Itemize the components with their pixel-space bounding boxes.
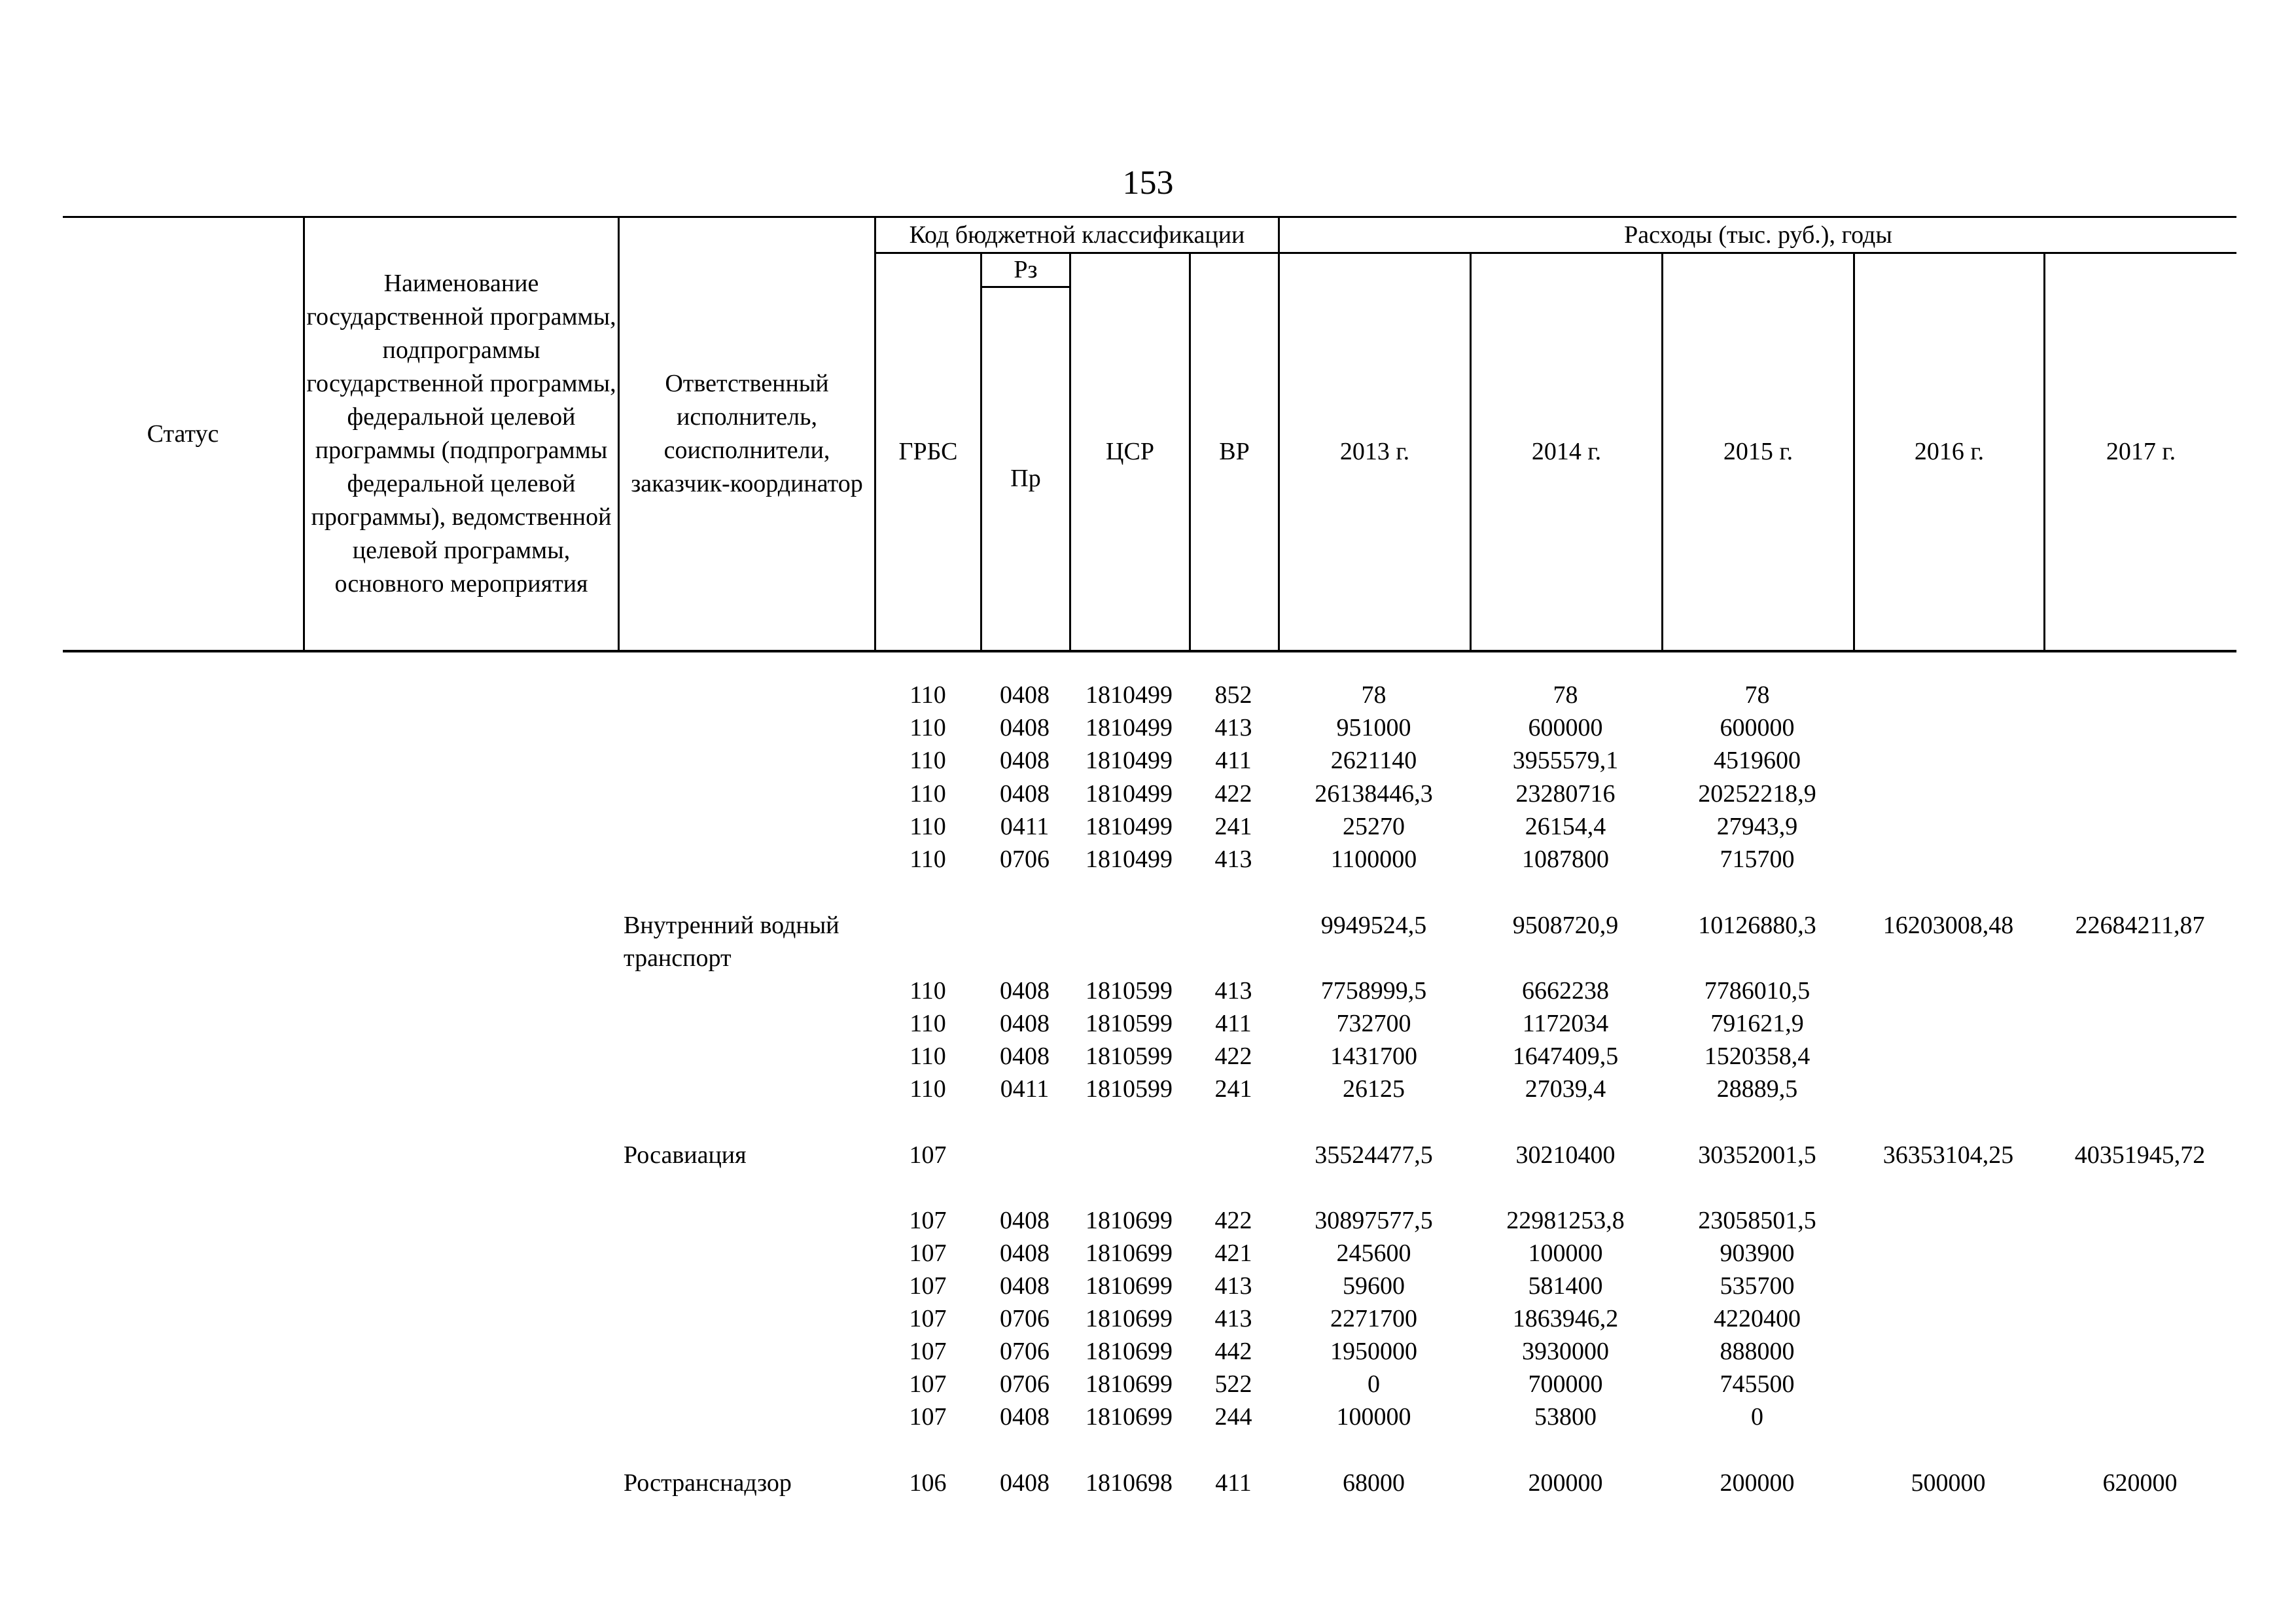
header-year-2013: 2013 г. bbox=[1339, 438, 1410, 465]
table-row bbox=[0, 777, 2296, 810]
cell-y2014: 53800 bbox=[1534, 1403, 1597, 1431]
cell-y2015: 10126880,3 bbox=[1698, 912, 1816, 939]
table-row bbox=[0, 1302, 2296, 1335]
cell-y2014: 100000 bbox=[1528, 1240, 1603, 1267]
cell-y2014: 26154,4 bbox=[1525, 813, 1606, 840]
cell-y2014: 6662238 bbox=[1522, 977, 1609, 1005]
cell-vr: 413 bbox=[1214, 714, 1252, 741]
cell-y2014: 1647409,5 bbox=[1512, 1043, 1619, 1070]
cell-csr: 1810699 bbox=[1086, 1207, 1173, 1234]
header-program-name: Наименование государственной программы, подпрограммы государственной программы, федеральной целевой программы (подпрограммы федеральной целевой программы), ведомственной целевой программы, основного мероприятия bbox=[306, 270, 616, 597]
cell-vr: 852 bbox=[1214, 681, 1252, 709]
cell-rzpr: 0408 bbox=[1000, 1403, 1050, 1431]
cell-rzpr: 0408 bbox=[1000, 747, 1050, 774]
table-row bbox=[0, 909, 2296, 972]
cell-y2014: 3930000 bbox=[1522, 1338, 1609, 1365]
cell-rzpr: 0408 bbox=[1000, 1043, 1050, 1070]
cell-grbs: 110 bbox=[910, 813, 946, 840]
cell-csr: 1810599 bbox=[1086, 977, 1173, 1005]
table-row bbox=[0, 1400, 2296, 1433]
cell-grbs: 107 bbox=[909, 1272, 947, 1300]
cell-csr: 1810499 bbox=[1086, 747, 1173, 774]
cell-csr: 1810699 bbox=[1086, 1403, 1173, 1431]
cell-y2014: 3955579,1 bbox=[1512, 747, 1619, 774]
cell-grbs: 110 bbox=[910, 846, 946, 873]
cell-grbs: 106 bbox=[909, 1469, 947, 1497]
cell-y2013: 2271700 bbox=[1330, 1305, 1417, 1332]
cell-y2014: 78 bbox=[1553, 681, 1578, 709]
cell-y2014: 700000 bbox=[1528, 1370, 1603, 1398]
cell-csr: 1810699 bbox=[1086, 1305, 1173, 1332]
cell-y2015: 791621,9 bbox=[1710, 1010, 1804, 1037]
cell-y2013: 245600 bbox=[1336, 1240, 1411, 1267]
cell-y2014: 23280716 bbox=[1515, 780, 1616, 808]
cell-y2013: 1100000 bbox=[1330, 846, 1417, 873]
cell-y2015: 200000 bbox=[1720, 1469, 1795, 1497]
cell-csr: 1810699 bbox=[1086, 1272, 1173, 1300]
cell-rzpr: 0408 bbox=[1000, 780, 1050, 808]
header-budget-code: Код бюджетной классификации bbox=[909, 221, 1245, 249]
cell-grbs: 107 bbox=[909, 1403, 947, 1431]
table-row bbox=[0, 744, 2296, 777]
header-vr: ВР bbox=[1219, 438, 1250, 465]
cell-y2015: 745500 bbox=[1720, 1370, 1795, 1398]
cell-y2013: 35524477,5 bbox=[1315, 1141, 1433, 1169]
cell-y2013: 30897577,5 bbox=[1315, 1207, 1433, 1234]
cell-y2015: 78 bbox=[1744, 681, 1770, 709]
cell-rzpr: 0408 bbox=[1000, 1272, 1050, 1300]
header-csr: ЦСР bbox=[1106, 438, 1154, 465]
cell-y2015: 28889,5 bbox=[1716, 1075, 1798, 1103]
header-rz: Рз bbox=[1014, 256, 1038, 283]
cell-rzpr: 0408 bbox=[1000, 1469, 1050, 1497]
cell-grbs: 110 bbox=[910, 1010, 946, 1037]
cell-y2017: 40351945,72 bbox=[2074, 1141, 2206, 1169]
cell-grbs: 107 bbox=[909, 1305, 947, 1332]
cell-rzpr: 0408 bbox=[1000, 1240, 1050, 1267]
cell-y2015: 20252218,9 bbox=[1698, 780, 1816, 808]
cell-y2013: 9949524,5 bbox=[1320, 912, 1427, 939]
table-row bbox=[0, 1204, 2296, 1237]
header-year-2015: 2015 г. bbox=[1723, 438, 1793, 465]
cell-y2015: 888000 bbox=[1720, 1338, 1795, 1365]
cell-vr: 442 bbox=[1214, 1338, 1252, 1365]
cell-y2017: 620000 bbox=[2102, 1469, 2178, 1497]
cell-rzpr: 0706 bbox=[1000, 1370, 1050, 1398]
cell-csr: 1810599 bbox=[1086, 1043, 1173, 1070]
table-row bbox=[0, 711, 2296, 744]
cell-grbs: 107 bbox=[909, 1370, 947, 1398]
cell-y2015: 30352001,5 bbox=[1698, 1141, 1816, 1169]
cell-grbs: 110 bbox=[910, 977, 946, 1005]
cell-y2013: 100000 bbox=[1336, 1403, 1411, 1431]
cell-y2016: 36353104,25 bbox=[1882, 1141, 2014, 1169]
cell-y2016: 500000 bbox=[1911, 1469, 1986, 1497]
cell-y2013: 59600 bbox=[1343, 1272, 1405, 1300]
cell-vr: 241 bbox=[1214, 813, 1252, 840]
table-row bbox=[0, 1073, 2296, 1105]
cell-vr: 422 bbox=[1214, 1043, 1252, 1070]
cell-vr: 411 bbox=[1215, 1010, 1252, 1037]
cell-y2015: 903900 bbox=[1720, 1240, 1795, 1267]
cell-grbs: 107 bbox=[909, 1141, 947, 1169]
cell-y2015: 7786010,5 bbox=[1704, 977, 1810, 1005]
cell-rzpr: 0706 bbox=[1000, 846, 1050, 873]
cell-y2013: 0 bbox=[1368, 1370, 1380, 1398]
cell-grbs: 107 bbox=[909, 1240, 947, 1267]
table-row bbox=[0, 1467, 2296, 1499]
cell-vr: 411 bbox=[1215, 1469, 1252, 1497]
cell-y2017: 22684211,87 bbox=[2075, 912, 2205, 939]
header-grbs: ГРБС bbox=[898, 438, 958, 465]
table-row bbox=[0, 1237, 2296, 1270]
table-row bbox=[0, 843, 2296, 876]
cell-y2015: 27943,9 bbox=[1716, 813, 1798, 840]
cell-rzpr: 0408 bbox=[1000, 977, 1050, 1005]
cell-grbs: 110 bbox=[910, 714, 946, 741]
cell-csr: 1810499 bbox=[1086, 813, 1173, 840]
cell-y2014: 200000 bbox=[1528, 1469, 1603, 1497]
cell-y2015: 4519600 bbox=[1714, 747, 1801, 774]
header-year-2016: 2016 г. bbox=[1914, 438, 1985, 465]
cell-csr: 1810599 bbox=[1086, 1075, 1173, 1103]
cell-rzpr: 0411 bbox=[1000, 813, 1050, 840]
header-executor: Ответственный исполнитель, соисполнители, заказчик-координатор bbox=[631, 370, 863, 497]
cell-y2013: 2621140 bbox=[1330, 747, 1417, 774]
cell-y2013: 26138446,3 bbox=[1315, 780, 1433, 808]
cell-y2014: 1087800 bbox=[1522, 846, 1609, 873]
cell-vr: 411 bbox=[1215, 747, 1252, 774]
table-row bbox=[0, 679, 2296, 711]
cell-exec: Ространснадзор bbox=[624, 1469, 792, 1497]
header-year-2014: 2014 г. bbox=[1531, 438, 1602, 465]
cell-vr: 422 bbox=[1214, 1207, 1252, 1234]
header-expenses: Расходы (тыс. руб.), годы bbox=[1624, 221, 1892, 249]
cell-grbs: 110 bbox=[910, 747, 946, 774]
table-row bbox=[0, 1270, 2296, 1302]
cell-y2013: 25270 bbox=[1343, 813, 1405, 840]
table-row bbox=[0, 974, 2296, 1007]
cell-y2013: 1431700 bbox=[1330, 1043, 1417, 1070]
cell-rzpr: 0411 bbox=[1000, 1075, 1050, 1103]
cell-vr: 413 bbox=[1214, 977, 1252, 1005]
cell-y2013: 1950000 bbox=[1330, 1338, 1417, 1365]
table-row bbox=[0, 1368, 2296, 1400]
table-row bbox=[0, 810, 2296, 843]
cell-y2015: 715700 bbox=[1720, 846, 1795, 873]
page-number: 153 bbox=[1122, 164, 1174, 202]
cell-vr: 241 bbox=[1214, 1075, 1252, 1103]
cell-y2015: 23058501,5 bbox=[1698, 1207, 1816, 1234]
cell-rzpr: 0408 bbox=[1000, 1010, 1050, 1037]
cell-y2014: 600000 bbox=[1528, 714, 1603, 741]
cell-exec: Внутренний водный транспорт bbox=[624, 912, 839, 972]
cell-rzpr: 0408 bbox=[1000, 681, 1050, 709]
cell-csr: 1810499 bbox=[1086, 714, 1173, 741]
cell-y2014: 581400 bbox=[1528, 1272, 1603, 1300]
cell-y2013: 26125 bbox=[1343, 1075, 1405, 1103]
cell-vr: 522 bbox=[1214, 1370, 1252, 1398]
header-pr: Пр bbox=[1010, 465, 1041, 492]
cell-y2014: 22981253,8 bbox=[1506, 1207, 1625, 1234]
cell-csr: 1810499 bbox=[1086, 681, 1173, 709]
cell-y2015: 600000 bbox=[1720, 714, 1795, 741]
cell-rzpr: 0408 bbox=[1000, 714, 1050, 741]
table-row bbox=[0, 1335, 2296, 1368]
cell-y2014: 1172034 bbox=[1522, 1010, 1609, 1037]
cell-y2014: 27039,4 bbox=[1525, 1075, 1606, 1103]
cell-grbs: 110 bbox=[910, 1043, 946, 1070]
cell-y2015: 535700 bbox=[1720, 1272, 1795, 1300]
cell-grbs: 110 bbox=[910, 1075, 946, 1103]
cell-exec: Росавиация bbox=[624, 1141, 747, 1169]
cell-grbs: 110 bbox=[910, 780, 946, 808]
table-row bbox=[0, 1007, 2296, 1040]
cell-y2014: 9508720,9 bbox=[1512, 912, 1619, 939]
table-row bbox=[0, 1139, 2296, 1171]
cell-y2014: 30210400 bbox=[1515, 1141, 1616, 1169]
cell-y2015: 0 bbox=[1751, 1403, 1763, 1431]
cell-rzpr: 0408 bbox=[1000, 1207, 1050, 1234]
cell-y2015: 1520358,4 bbox=[1704, 1043, 1810, 1070]
cell-y2016: 16203008,48 bbox=[1882, 912, 2014, 939]
header-year-2017: 2017 г. bbox=[2106, 438, 2176, 465]
cell-vr: 422 bbox=[1214, 780, 1252, 808]
cell-vr: 421 bbox=[1214, 1240, 1252, 1267]
cell-csr: 1810499 bbox=[1086, 846, 1173, 873]
header-status: Статус bbox=[147, 419, 219, 448]
cell-csr: 1810699 bbox=[1086, 1240, 1173, 1267]
cell-csr: 1810499 bbox=[1086, 780, 1173, 808]
cell-csr: 1810699 bbox=[1086, 1338, 1173, 1365]
cell-y2013: 7758999,5 bbox=[1320, 977, 1427, 1005]
cell-y2014: 1863946,2 bbox=[1512, 1305, 1619, 1332]
cell-grbs: 107 bbox=[909, 1338, 947, 1365]
cell-rzpr: 0706 bbox=[1000, 1305, 1050, 1332]
cell-y2013: 68000 bbox=[1343, 1469, 1405, 1497]
cell-grbs: 110 bbox=[910, 681, 946, 709]
cell-csr: 1810599 bbox=[1086, 1010, 1173, 1037]
cell-rzpr: 0706 bbox=[1000, 1338, 1050, 1365]
cell-csr: 1810698 bbox=[1086, 1469, 1173, 1497]
cell-y2013: 732700 bbox=[1336, 1010, 1411, 1037]
cell-y2013: 78 bbox=[1361, 681, 1386, 709]
cell-csr: 1810699 bbox=[1086, 1370, 1173, 1398]
cell-y2013: 951000 bbox=[1336, 714, 1411, 741]
cell-vr: 413 bbox=[1214, 1272, 1252, 1300]
cell-y2015: 4220400 bbox=[1714, 1305, 1801, 1332]
cell-vr: 413 bbox=[1214, 846, 1252, 873]
cell-grbs: 107 bbox=[909, 1207, 947, 1234]
table-row bbox=[0, 1040, 2296, 1073]
cell-vr: 413 bbox=[1214, 1305, 1252, 1332]
cell-vr: 244 bbox=[1214, 1403, 1252, 1431]
